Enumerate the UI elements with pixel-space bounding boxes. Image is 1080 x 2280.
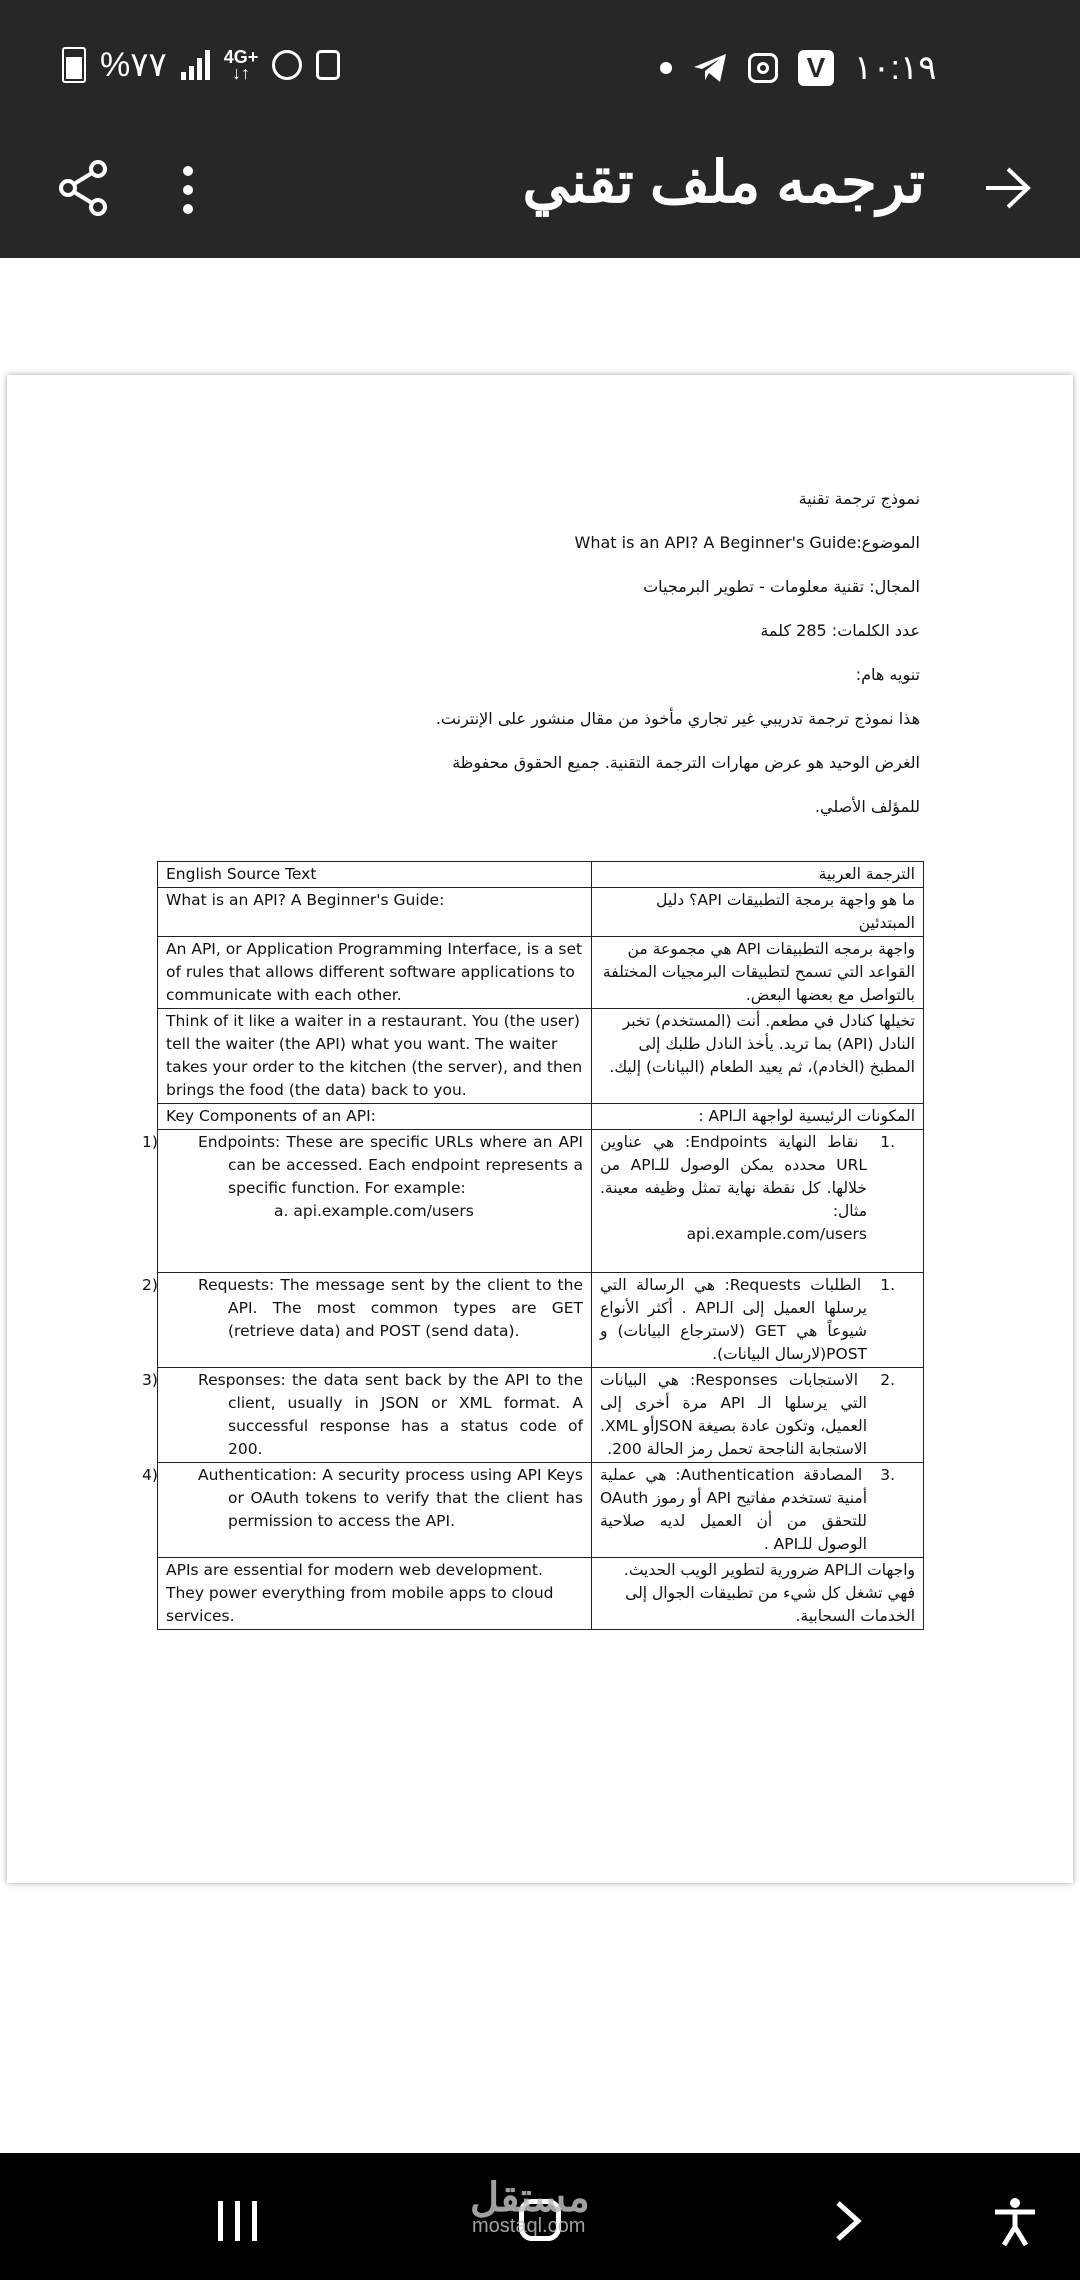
table-cell-en: What is an API? A Beginner's Guide:	[158, 888, 592, 937]
list-subitem-ar: api.example.com/users	[686, 1225, 867, 1243]
list-item-ar: .2 الاستجابات Responses: هي البيانات التي يرسلها الـ API مرة أخرى إلى العميل، وتكون عادة بصيغة JSONأو XML. الاستجابة الناجحة تحمل رمز الحالة 200.	[600, 1371, 895, 1458]
table-cell-en	[142, 1130, 592, 1273]
table-cell-ar: واجهة برمجه التطبيقات API هي مجموعة من القواعد التي تسمح لتطبيقات البرمجيات المختلفة بالتواصل مع بعضها البعض.	[592, 937, 924, 1009]
table-cell-en: Key Components of an API:	[158, 1104, 592, 1130]
table-row	[158, 1130, 924, 1273]
alarm-icon	[272, 50, 302, 80]
list-item-en: 3) Responses: the data sent back by the API to the client, usually in JSON or XML format. A successful response has a status code of 200.	[142, 1371, 583, 1458]
telegram-icon	[692, 52, 728, 84]
signal-icon	[181, 50, 210, 80]
status-left-group	[62, 45, 340, 85]
list-item-en: 4) Authentication: A security process using API Keys or OAuth tokens to verify that the client has permission to access the API.	[142, 1466, 583, 1530]
table-cell-en: APIs are essential for modern web development. They power everything from mobile apps to cloud services.	[158, 1558, 592, 1630]
recycle-icon	[316, 50, 340, 80]
instagram-icon	[748, 53, 778, 83]
table-row	[158, 1273, 924, 1368]
app-bar	[0, 118, 1080, 258]
table-row	[158, 937, 924, 1009]
table-cell-ar: المكونات الرئيسية لواجهة الـAPI :	[592, 1104, 924, 1130]
nav-forward-icon[interactable]	[828, 2199, 868, 2243]
v-app-icon: V	[798, 50, 834, 86]
table-cell-ar	[592, 1130, 924, 1273]
translation-table	[142, 861, 924, 1630]
network-type-icon: 4G+ ↓↑	[223, 47, 259, 83]
list-item-ar: .1 الطلبات Requests: هي الرسالة التي يرسلها العميل إلى الـAPI . أكثر الأنواع شيوعاً هي GET (لاسترجاع البيانات) و POST(لارسال البيانات).	[600, 1276, 895, 1363]
table-cell-ar	[592, 1273, 924, 1368]
table-cell-en: An API, or Application Programming Interface, is a set of rules that allows different software applications to communicate with each other.	[158, 937, 592, 1009]
table-header-en: English Source Text	[158, 862, 592, 888]
table-cell-ar	[592, 1463, 924, 1558]
more-options-icon[interactable]	[183, 166, 195, 214]
status-bar	[0, 0, 1080, 118]
doc-line-rights: للمؤلف الأصلي.	[814, 797, 920, 816]
table-row	[158, 1368, 924, 1463]
table-cell-ar	[592, 1368, 924, 1463]
list-item-en: 2) Requests: The message sent by the client to the API. The most common types are GET (retrieve data) and POST (send data).	[142, 1276, 583, 1340]
table-header-ar: الترجمة العربية	[592, 862, 924, 888]
table-cell-en	[142, 1273, 592, 1368]
status-clock: ١٠:١٩	[854, 49, 937, 87]
table-row	[158, 1104, 924, 1130]
table-cell-ar: واجهات الـAPI ضرورية لتطوير الويب الحديث. فهي تشغل كل شيء من تطبيقات الجوال إلى الخدمات السحابية.	[592, 1558, 924, 1630]
document-page[interactable]	[7, 375, 1073, 1883]
list-subitem-en: a. api.example.com/users	[274, 1202, 474, 1220]
battery-percent: %٧٧	[100, 46, 167, 84]
list-item-ar: .1 نقاط النهاية Endpoints: هي عناوين URL محدده يمكن الوصول للـAPI من خلالها. كل نقطة نهاية تمثل وظيفه معينة. مثال:	[600, 1133, 895, 1220]
list-item-en: 1) Endpoints: These are specific URLs where an API can be accessed. Each endpoint represents a specific function. For example:	[142, 1133, 583, 1197]
doc-line-disclaimer: هذا نموذج ترجمة تدريبي غير تجاري مأخوذ من مقال منشور على الإنترنت.	[435, 709, 920, 728]
doc-line-subject: الموضوع:What is an API? A Beginner's Guide	[574, 533, 920, 552]
doc-line-wordcount: عدد الكلمات: 285 كلمة	[760, 621, 920, 640]
doc-line-notice: تنويه هام:	[855, 665, 920, 684]
recent-apps-icon[interactable]	[218, 2201, 257, 2241]
table-row	[158, 1463, 924, 1558]
status-notifications	[660, 48, 937, 88]
back-arrow-icon[interactable]	[982, 163, 1032, 213]
table-cell-en	[142, 1368, 592, 1463]
table-row	[158, 1558, 924, 1630]
list-item-ar: .3 المصادقة Authentication: هي عملية أمنية تستخدم مفاتيح API أو رموز OAuth للتحقق من أن العميل لديه صلاحية الوصول للـAPI .	[600, 1466, 896, 1553]
page-title: ترجمه ملف تقني	[522, 150, 925, 215]
table-row	[158, 1009, 924, 1104]
table-cell-en: Think of it like a waiter in a restaurant. You (the user) tell the waiter (the API) what you want. The waiter takes your order to the kitchen (the server), and then brings the food (the data) back to you.	[158, 1009, 592, 1104]
notification-dot-icon	[660, 62, 672, 74]
table-header-row	[158, 862, 924, 888]
document-header	[436, 490, 920, 842]
doc-line-title: نموذج ترجمة تقنية	[798, 489, 920, 508]
doc-line-field: المجال: تقنية معلومات - تطوير البرمجيات	[643, 577, 920, 596]
table-cell-ar: ما هو واجهة برمجة التطبيقات API؟ دليل المبتدئين	[592, 888, 924, 937]
table-cell-en	[142, 1463, 592, 1558]
doc-line-purpose: الغرض الوحيد هو عرض مهارات الترجمة التقنية. جميع الحقوق محفوظة	[452, 753, 920, 772]
accessibility-icon[interactable]	[992, 2197, 1038, 2247]
share-icon[interactable]	[58, 160, 108, 216]
table-row	[158, 888, 924, 937]
watermark-logo: مستقل mostaql.com	[470, 2176, 590, 2237]
table-cell-ar: تخيلها كنادل في مطعم. أنت (المستخدم) تخبر النادل (API) بما تريد. يأخذ النادل طلبك إلى المطبخ (الخادم)، ثم يعيد الطعام (البيانات) إليك.	[592, 1009, 924, 1104]
battery-icon	[62, 47, 86, 83]
